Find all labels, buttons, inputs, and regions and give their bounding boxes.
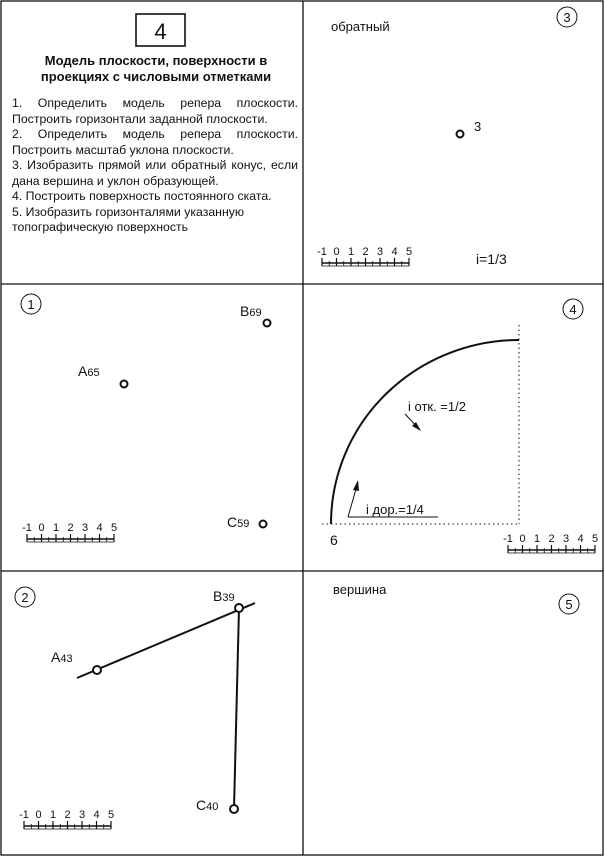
road-slope-label: i дор.=1/4 xyxy=(366,502,424,517)
point-b-label: B69 xyxy=(240,303,262,319)
scale-label: 0 xyxy=(35,809,42,821)
task-list xyxy=(12,96,298,236)
line-bc xyxy=(234,608,239,809)
scale-label: 4 xyxy=(93,809,100,821)
task-item: 2. Определить модель репера плоскости. Построить масштаб уклона плоскости. xyxy=(12,127,298,157)
title-line-1: Модель плоскости, поверхности в xyxy=(44,53,268,68)
panel-1 xyxy=(21,294,271,542)
scale-label: 5 xyxy=(591,533,599,545)
linear-scale xyxy=(317,246,412,266)
panel-3 xyxy=(317,7,577,267)
scale-label: 3 xyxy=(562,533,570,545)
scale-label: 0 xyxy=(38,522,45,534)
linear-scale xyxy=(22,522,117,542)
point-c xyxy=(230,805,238,813)
slope-label: i=1/3 xyxy=(476,251,507,267)
panel-number: 3 xyxy=(563,10,571,25)
scale-label: 3 xyxy=(376,246,384,258)
panel-number: 2 xyxy=(21,590,29,605)
panel-number: 5 xyxy=(565,597,573,612)
scale-label: -1 xyxy=(503,533,513,545)
scale-label: 0 xyxy=(333,246,340,258)
scale-label: 3 xyxy=(78,809,86,821)
scale-label: 2 xyxy=(64,809,71,821)
task-item: 3. Изобразить прямой или обратный конус, если дана вершина и уклон образующей. xyxy=(12,158,298,188)
scale-label: 4 xyxy=(96,522,103,534)
linear-scale xyxy=(503,533,598,553)
scale-label: 4 xyxy=(391,246,398,258)
base-curve xyxy=(331,340,519,524)
panel-5 xyxy=(333,582,579,614)
panel-number: 1 xyxy=(27,297,35,312)
slope-label: i отк. =1/2 xyxy=(408,399,466,414)
cone-type-label: обратный xyxy=(331,19,390,34)
point-a-label: A65 xyxy=(78,363,100,379)
scale-label: 4 xyxy=(577,533,584,545)
scale-label: -1 xyxy=(19,809,29,821)
scale-label: 0 xyxy=(519,533,526,545)
scale-label: 2 xyxy=(67,522,74,534)
road-arrow-head xyxy=(353,480,359,491)
base-mark: 6 xyxy=(330,532,338,548)
scale-label: 5 xyxy=(405,246,413,258)
scale-label: 5 xyxy=(107,809,115,821)
panel-2 xyxy=(15,587,255,829)
point-c-label: C59 xyxy=(227,514,250,530)
point-a-label: A43 xyxy=(51,649,73,665)
vertex-point xyxy=(457,131,464,138)
task-item: 4. Построить поверхность постоянного ската. xyxy=(12,189,272,203)
scale-label: 1 xyxy=(347,246,355,258)
point-b xyxy=(264,320,271,327)
point-c xyxy=(260,521,267,528)
scale-label: 5 xyxy=(110,522,118,534)
scale-label: 1 xyxy=(533,533,541,545)
point-b-label: B39 xyxy=(213,588,235,604)
summit-label: вершина xyxy=(333,582,387,597)
task-item: 5. Изобразить горизонталями указанную топографическую поверхность xyxy=(12,204,245,234)
sheet-number: 4 xyxy=(154,19,167,44)
point-b xyxy=(235,604,243,612)
panel-number: 4 xyxy=(569,302,577,317)
point-c-label: C40 xyxy=(196,797,219,813)
linear-scale xyxy=(19,809,114,829)
scale-label: -1 xyxy=(317,246,327,258)
panel-4 xyxy=(322,299,598,553)
scale-label: 2 xyxy=(362,246,369,258)
scale-label: -1 xyxy=(22,522,32,534)
scale-label: 1 xyxy=(52,522,60,534)
point-a xyxy=(121,381,128,388)
scale-label: 1 xyxy=(49,809,57,821)
scale-label: 2 xyxy=(548,533,555,545)
title-line-2: проекциях с числовыми отметками xyxy=(40,69,272,84)
task-item: 1. Определить модель репера плоскости. Построить горизонтали заданной плоскости. xyxy=(12,96,298,126)
scale-label: 3 xyxy=(81,522,89,534)
vertex-mark: 3 xyxy=(474,119,482,134)
line-ab xyxy=(77,603,255,678)
sheet-title xyxy=(16,53,296,85)
point-a xyxy=(93,666,101,674)
